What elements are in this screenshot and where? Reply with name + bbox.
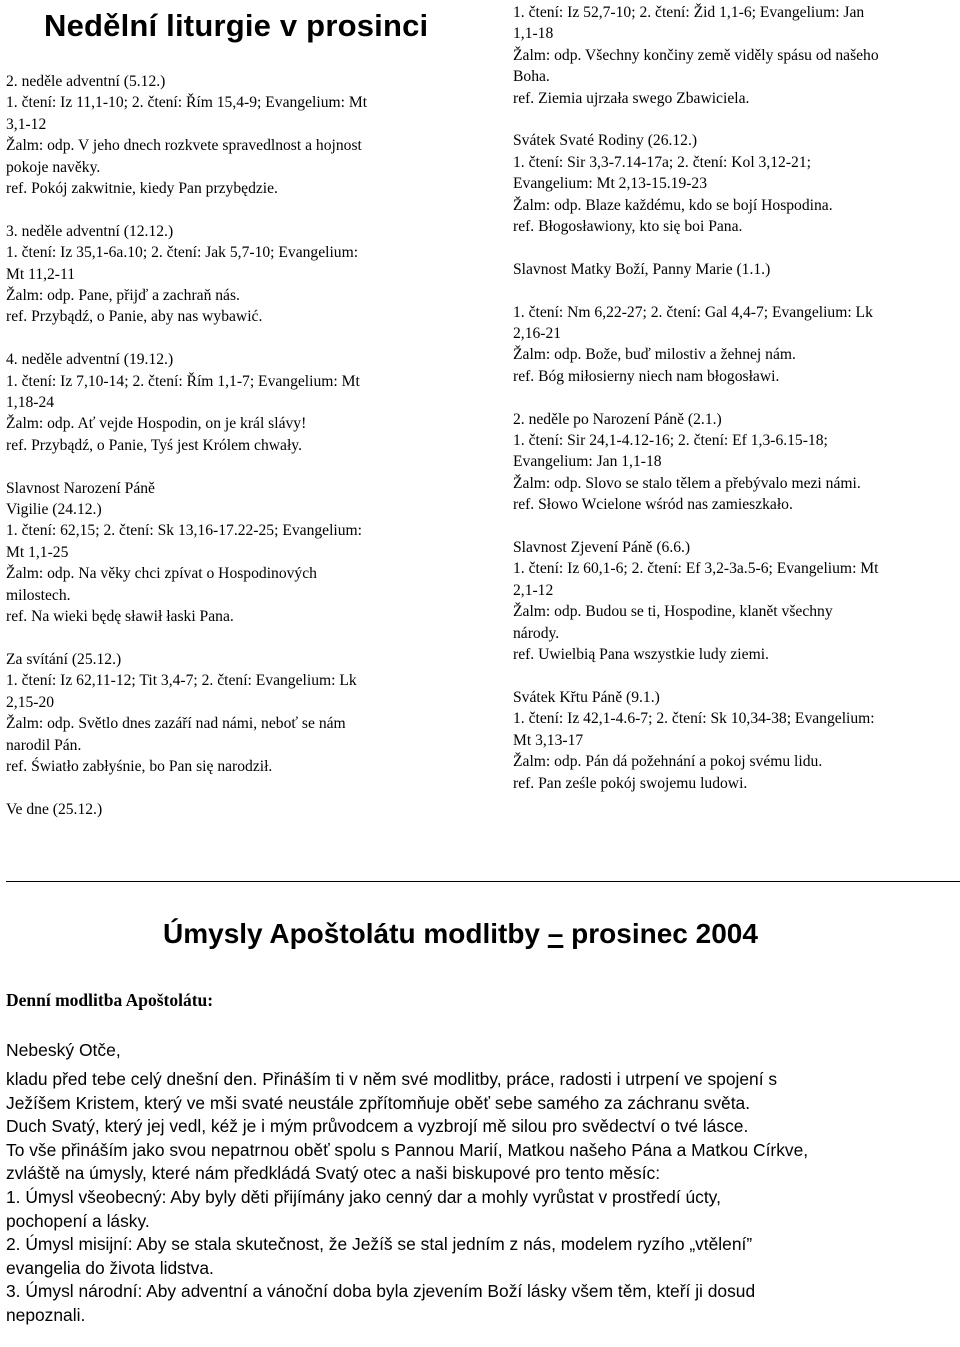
section-heading — [163, 918, 758, 950]
text-line: Žalm: odp. Slovo se stalo tělem a přebývalo mezi námi. — [513, 474, 861, 492]
text-line: Slavnost Narození Páně — [6, 479, 155, 497]
text-line: ref. Uwielbią Pana wszystkie ludy ziemi. — [513, 646, 769, 664]
text-line: 1,18-24 — [6, 394, 55, 412]
text-line: 1. čtení: 62,15; 2. čtení: Sk 13,16-17.22-25; Evangelium: — [6, 522, 363, 540]
prayer-line: kladu před tebe celý dnešní den. Přináším ti v něm své modlitby, práce, radosti i utrpení ve spojení s — [6, 1069, 778, 1089]
text-line: Evangelium: Jan 1,1-18 — [513, 453, 662, 471]
text-line: 2. neděle po Narození Páně (2.1.) — [513, 410, 722, 428]
text-line: Mt 11,2-11 — [6, 265, 76, 283]
prayer-subheading: Denní modlitba Apoštolátu: — [6, 990, 214, 1010]
liturgy-column-right — [513, 2, 958, 794]
prayer-greeting: Nebeský Otče, — [6, 1040, 121, 1060]
text-line: milostech. — [6, 586, 71, 604]
text-line: Ve dne (25.12.) — [6, 800, 103, 818]
text-line: Žalm: odp. Pán dá požehnání a pokoj svému lidu. — [513, 753, 823, 771]
section-heading-date: prosinec 2004 — [563, 918, 758, 949]
section-heading-dash: – — [547, 918, 564, 949]
prayer-line: 2. Úmysl misijní: Aby se stala skutečnost, že Ježíš se stal jedním z nás, modelem ryzího „vtělení” — [6, 1234, 753, 1255]
text-line: 2,1-12 — [513, 581, 554, 599]
text-line: 2. neděle adventní (5.12.) — [6, 73, 166, 90]
text-line: ref. Bóg miłosierny niech nam błogosławi. — [513, 367, 780, 385]
prayer-line: 3. Úmysl národní: Aby adventní a vánoční doba byla zjevením Boží lásky všem těm, kteří ji dosud — [6, 1281, 756, 1302]
text-line: ref. Pan ześle pokój swojemu ludowi. — [513, 774, 748, 792]
text-line: 1. čtení: Iz 35,1-6a.10; 2. čtení: Jak 5,7-10; Evangelium: — [6, 244, 359, 262]
spacer — [513, 237, 958, 258]
text-line: Slavnost Matky Boží, Panny Marie (1.1.) — [513, 260, 771, 278]
spacer — [6, 199, 466, 220]
spacer — [6, 328, 466, 349]
text-line: 1. čtení: Iz 62,11-12; Tit 3,4-7; 2. čtení: Evangelium: Lk — [6, 672, 357, 690]
text-line: Žalm: odp. V jeho dnech rozkvete spravedlnost a hojnost — [6, 137, 362, 155]
prayer-line: 1. Úmysl všeobecný: Aby byly děti přijímány jako cenný dar a mohly vyrůstat v prostředí úcty, — [6, 1186, 721, 1207]
text-line: 1. čtení: Iz 60,1-6; 2. čtení: Ef 3,2-3a.5-6; Evangelium: Mt — [513, 560, 879, 578]
text-line: 1. čtení: Sir 3,3-7.14-17a; 2. čtení: Kol 3,12-21; — [513, 153, 811, 171]
prayer-line: evangelia do života lidstva. — [6, 1257, 214, 1278]
text-line: ref. Na wieki będę sławił łaski Pana. — [6, 608, 234, 626]
text-line: Žalm: odp. Bože, buď milostiv a žehnej nám. — [513, 346, 796, 364]
prayer-text — [6, 1068, 958, 1328]
spacer — [513, 387, 958, 408]
text-line: Svátek Svaté Rodiny (26.12.) — [513, 132, 698, 150]
page-title: Nedělní liturgie v prosinci — [44, 8, 429, 43]
prayer-line: pochopení a lásky. — [6, 1210, 150, 1231]
text-line: Žalm: odp. Ať vejde Hospodin, on je král slávy! — [6, 415, 307, 433]
text-line: Boha. — [513, 68, 550, 86]
text-line: ref. Światło zabłyśnie, bo Pan się narodził. — [6, 757, 273, 775]
text-line: ref. Przybądź, o Panie, aby nas wybawić. — [6, 308, 263, 326]
spacer — [513, 516, 958, 537]
text-line: Evangelium: Mt 2,13-15.19-23 — [513, 175, 708, 193]
section-heading-text: Úmysly Apoštolátu modlitby — [163, 918, 548, 949]
text-line: 3. neděle adventní (12.12.) — [6, 222, 174, 240]
prayer-line: zvláště na úmysly, které nám předkládá Svatý otec a naši biskupové pro tento měsíc: — [6, 1163, 661, 1184]
text-line: ref. Błogosławiony, kto się boi Pana. — [513, 218, 743, 236]
text-line: 1. čtení: Sir 24,1-4.12-16; 2. čtení: Ef 1,3-6.15-18; — [513, 432, 828, 450]
liturgy-column-left — [6, 71, 466, 820]
text-line: ref. Pokój zakwitnie, kiedy Pan przybędzie. — [6, 180, 278, 198]
text-line: 3,1-12 — [6, 115, 47, 133]
spacer — [513, 666, 958, 687]
text-line: ref. Słowo Wcielone wśród nas zamieszkało. — [513, 496, 793, 514]
text-line: Žalm: odp. Budou se ti, Hospodine, klanět všechny — [513, 603, 833, 621]
section-divider — [6, 881, 960, 882]
text-line: pokoje navěky. — [6, 158, 101, 176]
prayer-line: To vše přináším jako svou nepatrnou oběť spolu s Pannou Marií, Matkou našeho Pána a Matkou Církve, — [6, 1139, 809, 1160]
text-line: ref. Ziemia ujrzała swego Zbawiciela. — [513, 89, 750, 107]
spacer — [6, 456, 466, 477]
text-line: Za svítání (25.12.) — [6, 650, 122, 668]
text-line: 1. čtení: Iz 11,1-10; 2. čtení: Řím 15,4-9; Evangelium: Mt — [6, 94, 368, 112]
text-line: národy. — [513, 624, 560, 642]
text-line: 1,1-18 — [513, 25, 554, 43]
spacer — [6, 777, 466, 798]
text-line: Žalm: odp. Blaze každému, kdo se bojí Hospodina. — [513, 196, 833, 214]
text-line: Slavnost Zjevení Páně (6.6.) — [513, 539, 691, 557]
text-line: Žalm: odp. Na věky chci zpívat o Hospodinových — [6, 565, 317, 583]
text-line: narodil Pán. — [6, 736, 82, 754]
text-line: Žalm: odp. Všechny končiny země viděly spásu od našeho — [513, 46, 879, 64]
spacer — [513, 280, 958, 301]
text-line: 4. neděle adventní (19.12.) — [6, 351, 174, 369]
text-line: 1. čtení: Iz 7,10-14; 2. čtení: Řím 1,1-7; Evangelium: Mt — [6, 372, 360, 390]
text-line: 1. čtení: Nm 6,22-27; 2. čtení: Gal 4,4-7; Evangelium: Lk — [513, 303, 873, 321]
text-line: 1. čtení: Iz 52,7-10; 2. čtení: Žid 1,1-6; Evangelium: Jan — [513, 4, 865, 21]
spacer — [6, 628, 466, 649]
text-line: 1. čtení: Iz 42,1-4.6-7; 2. čtení: Sk 10,34-38; Evangelium: — [513, 710, 875, 728]
text-line: Vigilie (24.12.) — [6, 501, 102, 519]
text-line: 2,15-20 — [6, 693, 55, 711]
prayer-line: nepoznali. — [6, 1304, 86, 1325]
text-line: Svátek Křtu Páně (9.1.) — [513, 688, 660, 706]
text-line: Mt 3,13-17 — [513, 731, 584, 749]
prayer-line: Duch Svatý, který jej vedl, kéž je i mým průvodcem a vyzbrojí mě silou pro svědectví o tvé lásce. — [6, 1116, 749, 1137]
prayer-line: Ježíšem Kristem, který ve mši svaté neustále zpřítomňuje oběť sebe samého za záchranu světa. — [6, 1092, 751, 1113]
spacer — [513, 109, 958, 130]
text-line: Žalm: odp. Světlo dnes zazáří nad námi, neboť se nám — [6, 715, 346, 733]
text-line: Mt 1,1-25 — [6, 543, 69, 561]
text-line: 2,16-21 — [513, 325, 562, 343]
text-line: Žalm: odp. Pane, přijď a zachraň nás. — [6, 287, 240, 305]
text-line: ref. Przybądź, o Panie, Tyś jest Królem chwały. — [6, 436, 302, 454]
